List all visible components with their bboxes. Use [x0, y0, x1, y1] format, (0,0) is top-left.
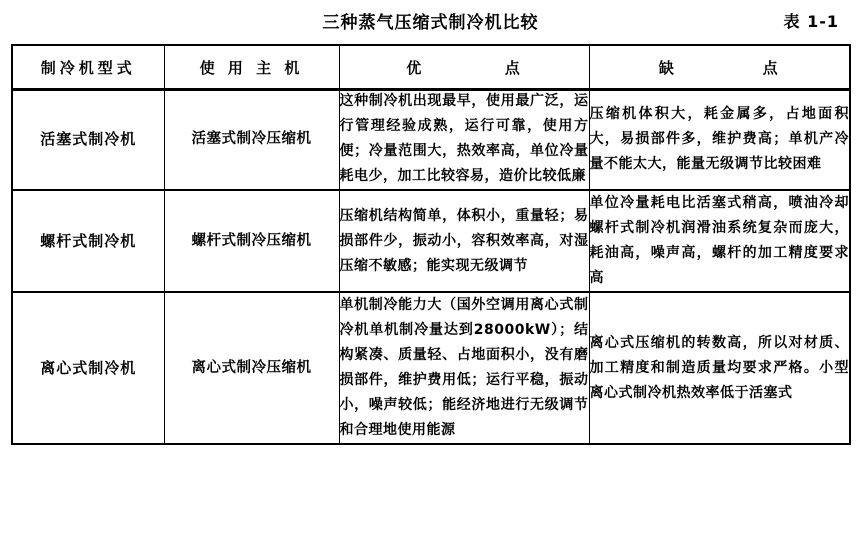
table-number: 表 1-1: [783, 12, 839, 31]
header-label-disadvantages-right: 点: [762, 58, 780, 77]
row-machine-cell: 螺杆式制冷压缩机: [164, 190, 339, 292]
title-row: [0, 8, 861, 38]
table-body: [12, 89, 850, 445]
row-disadvantages-cell: 单位冷量耗电比活塞式稍高，喷油冷却螺杆式制冷机润滑油系统复杂而庞大，耗油高，噪声高，螺杆的加工精度要求高: [589, 190, 850, 292]
comparison-table: [11, 44, 851, 445]
row-advantages-cell: 压缩机结构简单，体积小，重量轻；易损部件少，振动小，容积效率高，对湿压缩不敏感；能实现无级调节: [339, 190, 589, 292]
row-advantages-cell: 这种制冷机出现最早，使用最广泛，运行管理经验成熟，运行可靠，使用方便；冷量范围大，热效率高，单位冷量耗电少，加工比较容易，造价比较低廉: [339, 89, 589, 191]
row-type-cell: 活塞式制冷机: [12, 89, 164, 191]
header-label-advantages-left: 优: [406, 58, 424, 77]
row-type-cell: 螺杆式制冷机: [12, 190, 164, 292]
row-type-cell: 离心式制冷机: [12, 292, 164, 444]
header-label-machine: 使 用 主 机: [199, 58, 304, 77]
page-title: 三种蒸气压缩式制冷机比较: [322, 13, 539, 33]
row-machine-cell: 活塞式制冷压缩机: [164, 89, 339, 191]
header-label-type: 制冷机型式: [40, 58, 136, 77]
row-disadvantages-cell: 压缩机体积大，耗金属多，占地面积大，易损部件多，维护费高；单机产冷量不能太大，能量无级调节比较困难: [589, 89, 850, 191]
header-label-disadvantages-group: [590, 57, 850, 78]
header-label-disadvantages-left: 缺: [658, 58, 676, 77]
header-cell-machine: [164, 45, 339, 89]
header-label-advantages-group: [340, 57, 589, 78]
table-row: [12, 89, 850, 191]
header-cell-type: [12, 45, 164, 89]
header-cell-disadvantages: [589, 45, 850, 89]
row-advantages-cell: 单机制冷能力大（国外空调用离心式制冷机单机制冷量达到28000kW）；结构紧凑、质量轻、占地面积小，没有磨损部件，维护费用低；运行平稳，振动小，噪声较低；能经济地进行无级调节和合理地使用能源: [339, 292, 589, 444]
header-label-advantages-right: 点: [504, 58, 522, 77]
table-row: [12, 190, 850, 292]
table-header: [12, 45, 850, 89]
table-row: [12, 292, 850, 444]
header-cell-advantages: [339, 45, 589, 89]
table-header-row: [12, 45, 850, 89]
row-disadvantages-cell: 离心式压缩机的转数高，所以对材质、加工精度和制造质量均要求严格。小型离心式制冷机热效率低于活塞式: [589, 292, 850, 444]
row-machine-cell: 离心式制冷压缩机: [164, 292, 339, 444]
